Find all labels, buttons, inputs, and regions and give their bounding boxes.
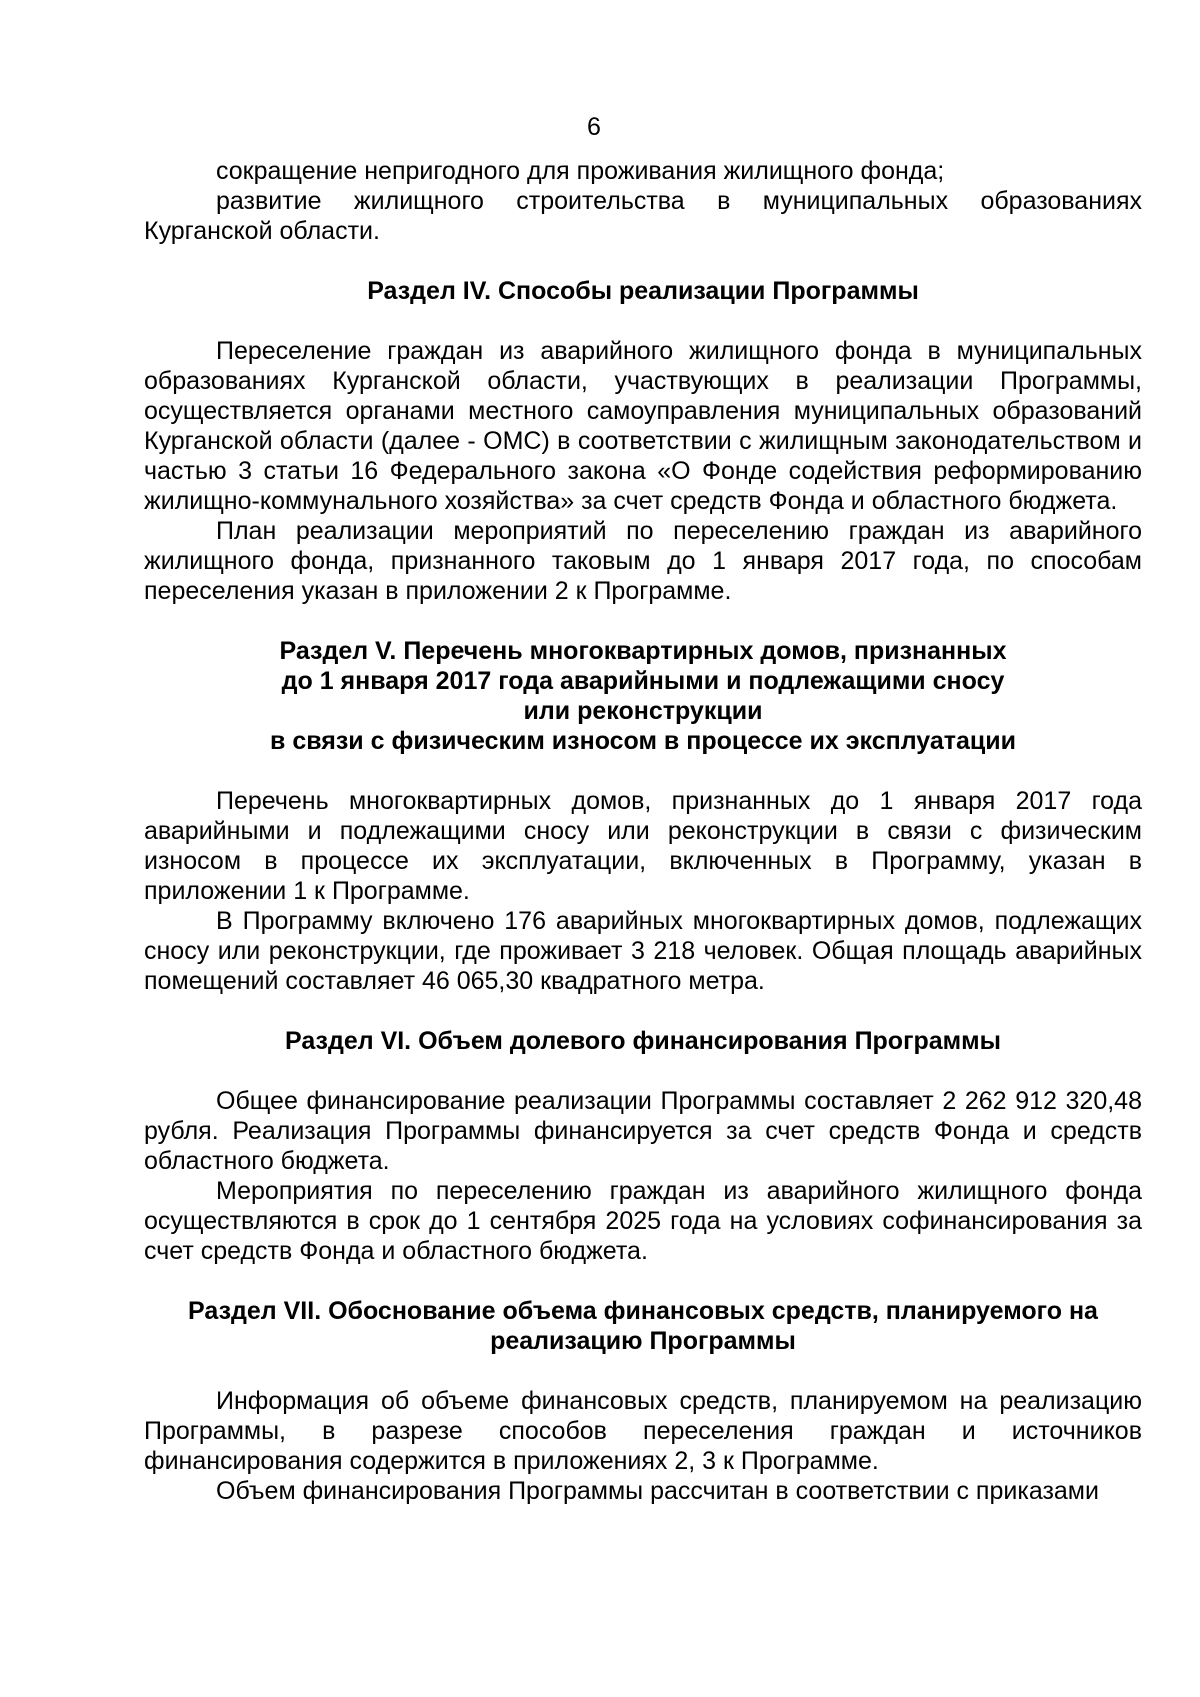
- section-7-title-line-1: Раздел VII. Обоснование объема финансовых средств, планируемого на: [188, 1297, 1098, 1325]
- section-5-title-line-3: или реконструкции: [523, 697, 763, 725]
- section-4-title: Раздел IV. Способы реализации Программы: [367, 277, 919, 305]
- section-5-title-line-4: в связи с физическим износом в процессе их эксплуатации: [270, 727, 1016, 755]
- section-7-title: [144, 1296, 1142, 1356]
- section-6-title: Раздел VI. Объем долевого финансирования Программы: [284, 1027, 1001, 1055]
- section-6-paragraph-2: Мероприятия по переселению граждан из аварийного жилищного фонда осуществляются в срок до 1 сентября 2025 года на условиях софинансирования за счет средств Фонда и областного бюджета.: [144, 1177, 1142, 1265]
- section-7-paragraph-2: Объем финансирования Программы рассчитан в соответствии с приказами: [216, 1477, 1099, 1505]
- page-number: 6: [587, 113, 601, 141]
- section-5-paragraph-2: В Программу включено 176 аварийных многоквартирных домов, подлежащих сносу или реконструкции, где проживает 3 218 человек. Общая площадь аварийных помещений составляет 46 065,30 квадратного метра.: [144, 907, 1142, 995]
- section-5-title-line-2: до 1 января 2017 года аварийными и подлежащими сносу: [281, 667, 1005, 695]
- section-4-paragraph-1: Переселение граждан из аварийного жилищного фонда в муниципальных образованиях Курганской области, участвующих в реализации Программы, осуществляется органами местного самоуправления муниципальных образований Курганской области (далее - ОМС) в соответствии с жилищным законодательством и частью 3 статьи 16 Федерального закона «О Фонде содействия реформированию жилищно-коммунального хозяйства» за счет средств Фонда и областного бюджета.: [144, 337, 1142, 515]
- section-5-paragraph-1: Перечень многоквартирных домов, признанных до 1 января 2017 года аварийными и подлежащими сносу или реконструкции в связи с физическим износом в процессе их эксплуатации, включенных в Программу, указан в приложении 1 к Программе.: [144, 787, 1142, 905]
- section-5-title: [144, 636, 1142, 756]
- intro-line-1: сокращение непригодного для проживания жилищного фонда;: [216, 157, 945, 185]
- section-4-paragraph-2: План реализации мероприятий по переселению граждан из аварийного жилищного фонда, признанного таковым до 1 января 2017 года, по способам переселения указан в приложении 2 к Программе.: [144, 517, 1142, 605]
- document-body: [144, 156, 1142, 1506]
- section-7-title-line-2: реализацию Программы: [490, 1327, 796, 1355]
- section-6-paragraph-1: Общее финансирование реализации Программы составляет 2 262 912 320,48 рубля. Реализация Программы финансируется за счет средств Фонда и средств областного бюджета.: [144, 1087, 1142, 1175]
- section-5-title-line-1: Раздел V. Перечень многоквартирных домов, признанных: [279, 637, 1007, 665]
- intro-line-2: развитие жилищного строительства в муниципальных образованиях Курганской области.: [144, 187, 1142, 245]
- section-7-paragraph-1: Информация об объеме финансовых средств, планируемом на реализацию Программы, в разрезе способов переселения граждан и источников финансирования содержится в приложениях 2, 3 к Программе.: [144, 1387, 1142, 1475]
